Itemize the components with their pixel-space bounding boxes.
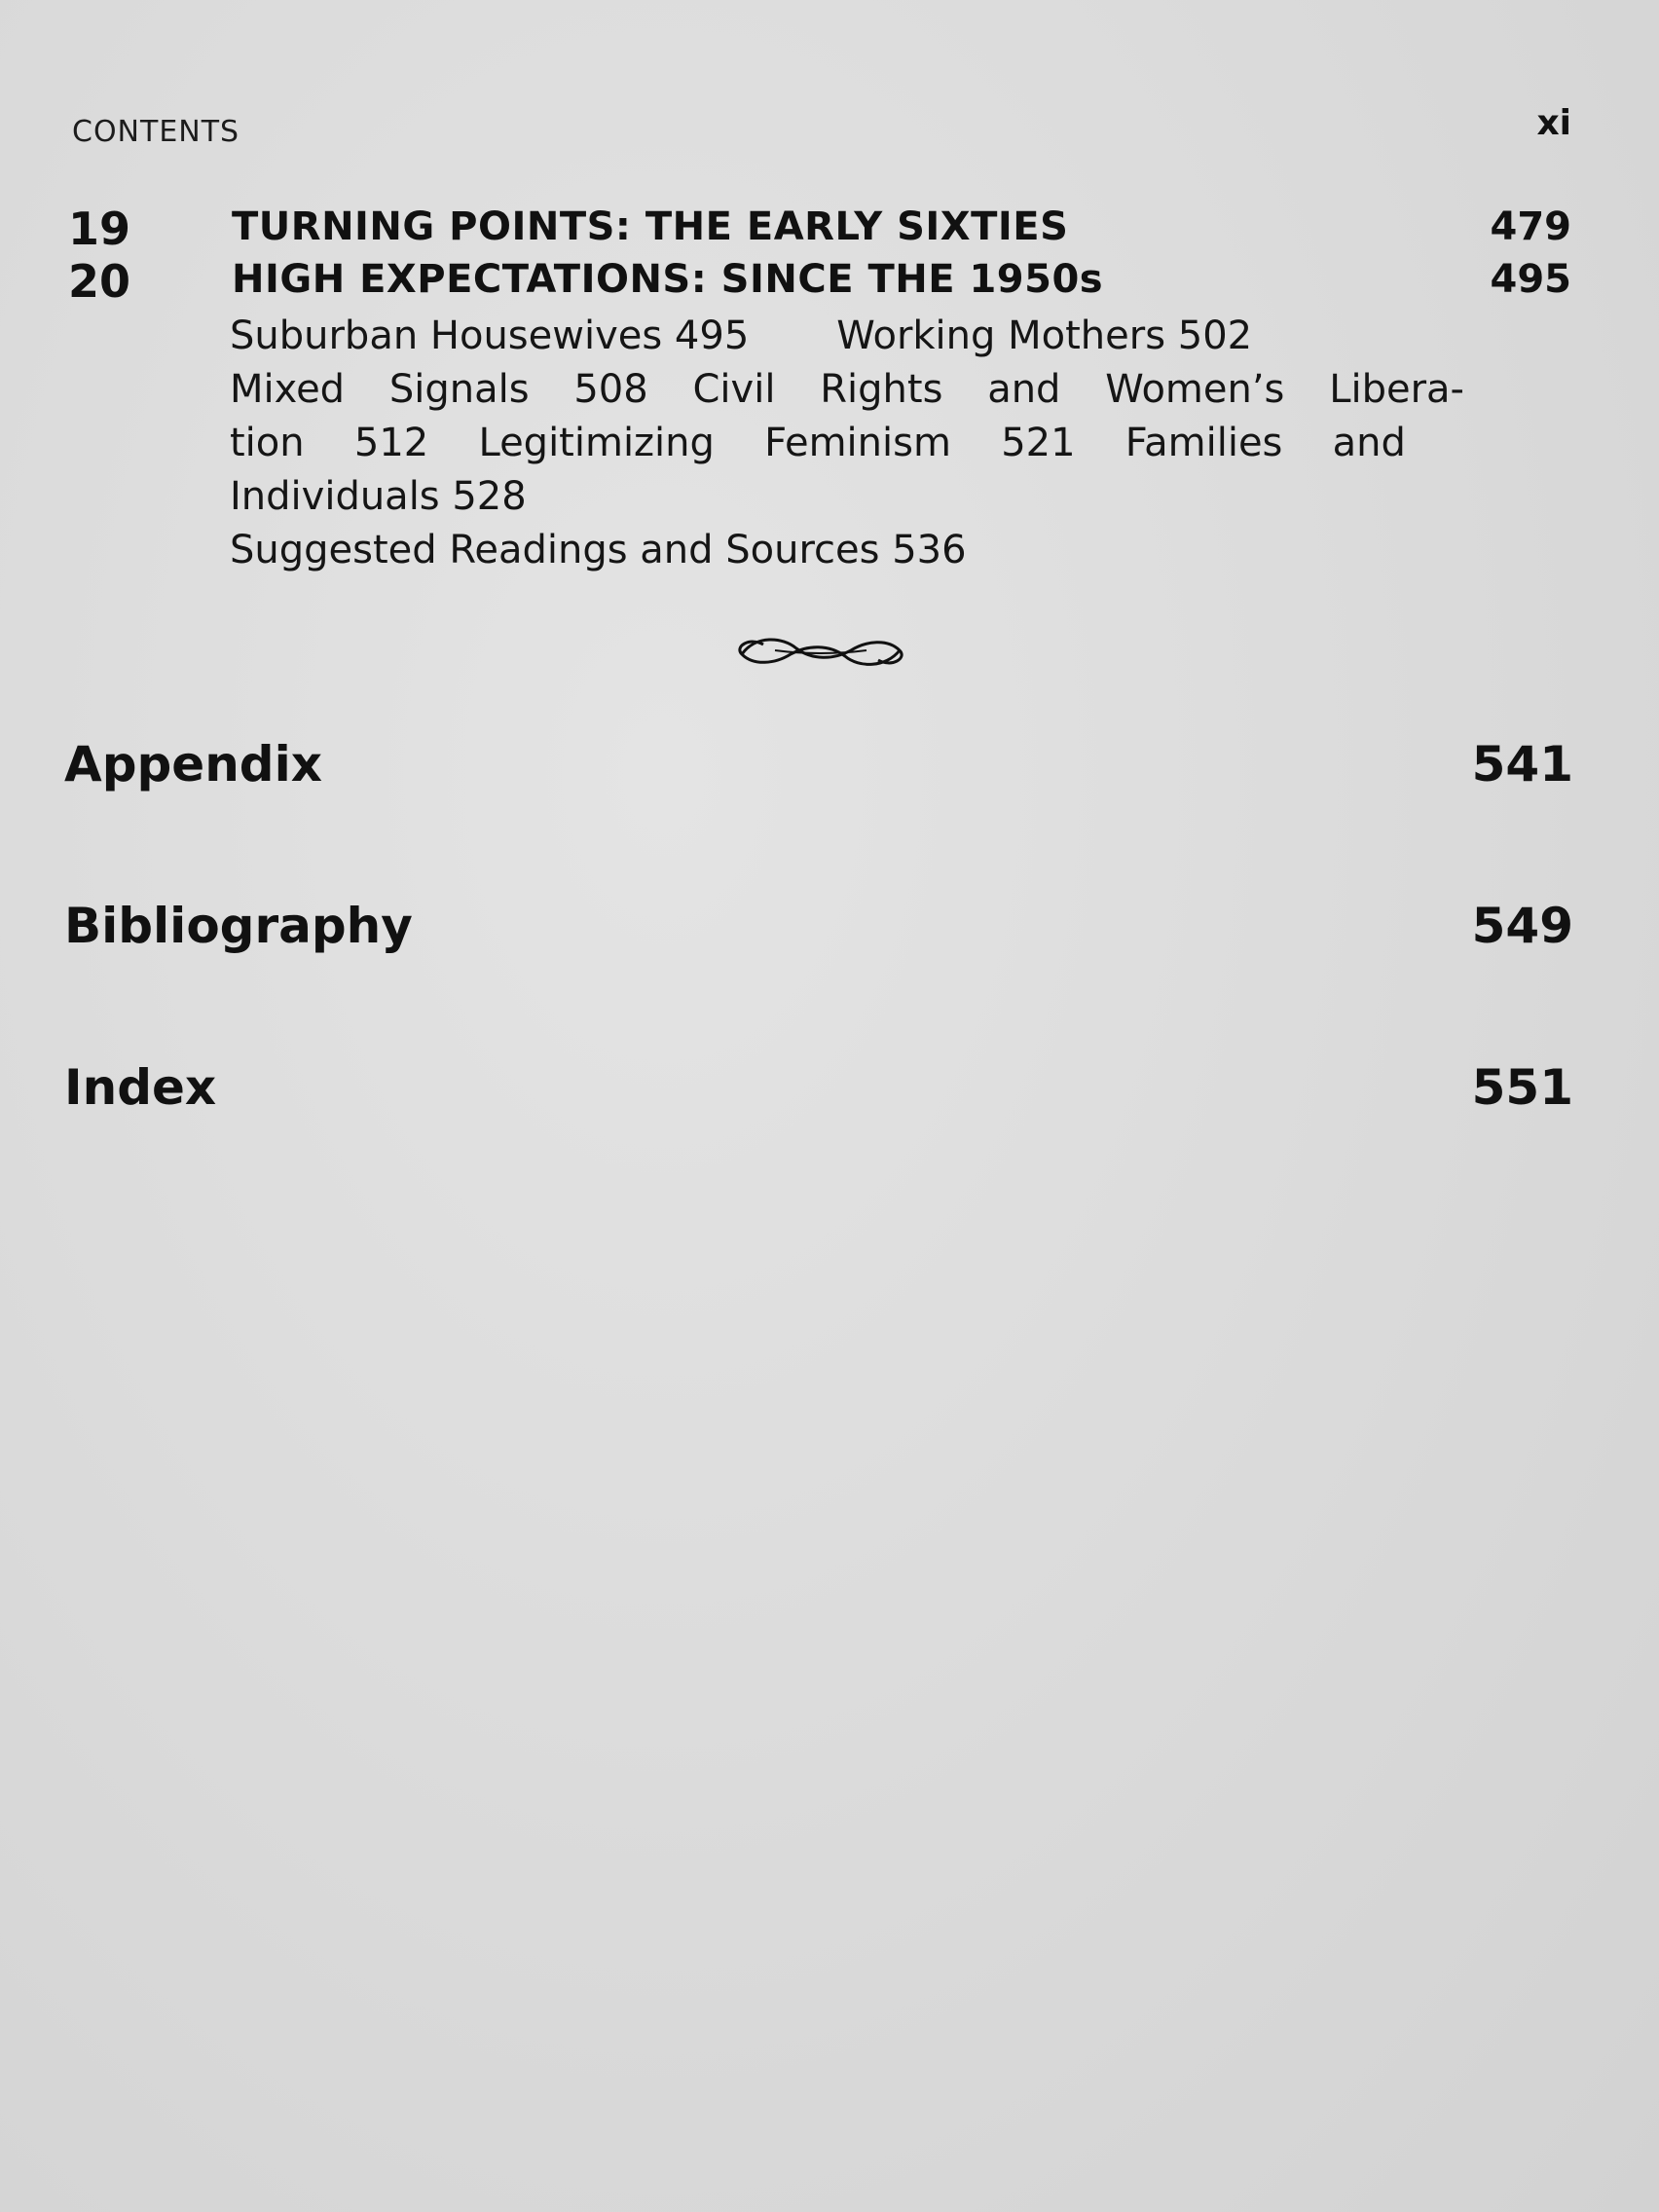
chapter-subsections — [230, 310, 1466, 577]
subsection-line — [230, 470, 1466, 524]
subsection-word: tion — [230, 421, 305, 465]
subsection-word: Families — [1124, 421, 1283, 465]
subsection-word: 512 — [353, 421, 429, 465]
subsection-word: Civil — [692, 367, 776, 412]
chapter-number: 20 — [68, 255, 131, 308]
subsection-line — [230, 310, 1466, 363]
chapter-title: HIGH EXPECTATIONS: SINCE THE 1950s — [232, 257, 1104, 302]
subsection-word: Rights — [820, 367, 943, 412]
chapter-page: 479 — [1490, 204, 1571, 249]
subsection-word: Feminism — [764, 421, 951, 465]
chapter-page: 495 — [1490, 257, 1571, 302]
subsection-word: Mixed — [230, 367, 346, 412]
subsection-word: and — [987, 367, 1061, 412]
subsection-line-justified — [230, 363, 1464, 417]
back-matter-label: Appendix — [64, 736, 322, 793]
chapter-number: 19 — [68, 203, 131, 255]
subsection-word: 521 — [1001, 421, 1076, 465]
subsection-entry: Individuals 528 — [230, 474, 527, 519]
flourish-ornament-icon — [736, 625, 905, 680]
subsection-word: Libera- — [1329, 367, 1464, 412]
running-head: CONTENTS — [72, 115, 240, 149]
subsection-line — [230, 524, 1466, 577]
subsection-entry: Working Mothers 502 — [836, 313, 1253, 358]
chapter-title: TURNING POINTS: THE EARLY SIXTIES — [232, 204, 1069, 249]
subsection-word: Signals — [388, 367, 530, 412]
subsection-entry: Suggested Readings and Sources 536 — [230, 528, 967, 572]
back-matter-page: 549 — [1471, 898, 1573, 954]
subsection-word: and — [1332, 421, 1406, 465]
subsection-word: Legitimizing — [478, 421, 715, 465]
back-matter-page: 541 — [1471, 736, 1573, 793]
subsection-line-justified — [230, 417, 1406, 470]
back-matter-label: Bibliography — [64, 898, 413, 954]
page-folio: xi — [1536, 103, 1571, 143]
back-matter-label: Index — [64, 1059, 217, 1116]
subsection-entry: Suburban Housewives 495 — [230, 313, 750, 358]
subsection-word: 508 — [573, 367, 648, 412]
show-through-decoration — [818, 672, 1577, 818]
subsection-word: Women’s — [1105, 367, 1285, 412]
back-matter-page: 551 — [1471, 1059, 1573, 1116]
show-through-decoration-body — [97, 1275, 1577, 1336]
